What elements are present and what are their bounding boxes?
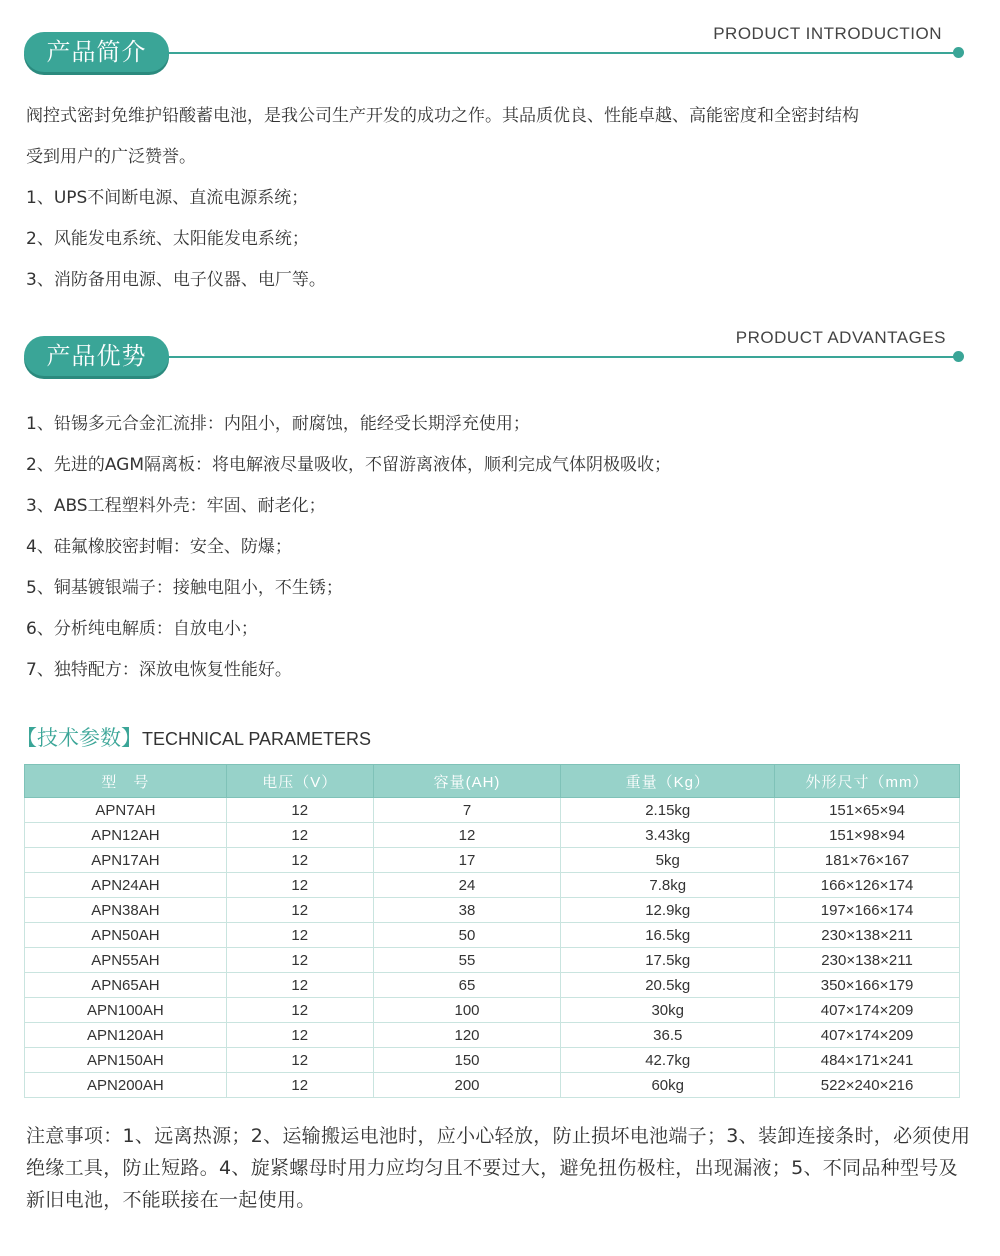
capacity-cell: 65 bbox=[373, 973, 561, 998]
advantage-item: 4、硅氟橡胶密封帽：安全、防爆； bbox=[26, 537, 292, 557]
weight-cell: 36.5 bbox=[561, 1023, 775, 1048]
table-row bbox=[25, 923, 960, 948]
advantages-title: 产品优势 bbox=[24, 336, 169, 376]
table-row bbox=[25, 973, 960, 998]
capacity-cell: 7 bbox=[373, 798, 561, 823]
weight-cell: 30kg bbox=[561, 998, 775, 1023]
dimensions-cell: 350×166×179 bbox=[775, 973, 960, 998]
model-cell: APN120AH bbox=[25, 1023, 227, 1048]
table-row bbox=[25, 798, 960, 823]
capacity-cell: 12 bbox=[373, 823, 561, 848]
header-model: 型 号 bbox=[25, 765, 227, 798]
capacity-cell: 50 bbox=[373, 923, 561, 948]
voltage-cell: 12 bbox=[226, 973, 373, 998]
header-capacity: 容量(AH) bbox=[373, 765, 561, 798]
dimensions-cell: 151×65×94 bbox=[775, 798, 960, 823]
tech-title-en: TECHNICAL PARAMETERS bbox=[142, 729, 372, 749]
advantages-header-line bbox=[164, 356, 960, 358]
table-row bbox=[25, 848, 960, 873]
voltage-cell: 12 bbox=[226, 1048, 373, 1073]
advantages-text bbox=[26, 404, 971, 691]
model-cell: APN100AH bbox=[25, 998, 227, 1023]
model-cell: APN65AH bbox=[25, 973, 227, 998]
table-row bbox=[25, 823, 960, 848]
voltage-cell: 12 bbox=[226, 923, 373, 948]
voltage-cell: 12 bbox=[226, 1023, 373, 1048]
dimensions-cell: 407×174×209 bbox=[775, 998, 960, 1023]
tech-title bbox=[16, 722, 371, 752]
table-row bbox=[25, 898, 960, 923]
dimensions-cell: 230×138×211 bbox=[775, 923, 960, 948]
table-row bbox=[25, 1023, 960, 1048]
advantage-item: 2、先进的AGM隔离板：将电解液尽量吸收，不留游离液体，顺利完成气体阴极吸收； bbox=[26, 455, 671, 475]
advantages-header bbox=[24, 328, 964, 380]
capacity-cell: 17 bbox=[373, 848, 561, 873]
voltage-cell: 12 bbox=[226, 823, 373, 848]
advantage-item: 5、铜基镀银端子：接触电阻小，不生锈； bbox=[26, 578, 343, 598]
voltage-cell: 12 bbox=[226, 1073, 373, 1098]
voltage-cell: 12 bbox=[226, 873, 373, 898]
header-voltage: 电压（V） bbox=[226, 765, 373, 798]
table-row bbox=[25, 1048, 960, 1073]
intro-line: 3、消防备用电源、电子仪器、电厂等。 bbox=[26, 270, 326, 290]
model-cell: APN7AH bbox=[25, 798, 227, 823]
weight-cell: 42.7kg bbox=[561, 1048, 775, 1073]
voltage-cell: 12 bbox=[226, 898, 373, 923]
weight-cell: 3.43kg bbox=[561, 823, 775, 848]
model-cell: APN38AH bbox=[25, 898, 227, 923]
voltage-cell: 12 bbox=[226, 798, 373, 823]
dimensions-cell: 166×126×174 bbox=[775, 873, 960, 898]
model-cell: APN150AH bbox=[25, 1048, 227, 1073]
weight-cell: 12.9kg bbox=[561, 898, 775, 923]
weight-cell: 5kg bbox=[561, 848, 775, 873]
intro-en-title: PRODUCT INTRODUCTION bbox=[713, 24, 942, 43]
weight-cell: 20.5kg bbox=[561, 973, 775, 998]
voltage-cell: 12 bbox=[226, 848, 373, 873]
dimensions-cell: 407×174×209 bbox=[775, 1023, 960, 1048]
header-dimensions: 外形尺寸（mm） bbox=[775, 765, 960, 798]
dimensions-cell: 151×98×94 bbox=[775, 823, 960, 848]
advantages-header-dot bbox=[953, 351, 964, 362]
table-row bbox=[25, 998, 960, 1023]
weight-cell: 17.5kg bbox=[561, 948, 775, 973]
weight-cell: 2.15kg bbox=[561, 798, 775, 823]
weight-cell: 60kg bbox=[561, 1073, 775, 1098]
capacity-cell: 24 bbox=[373, 873, 561, 898]
usage-notice: 注意事项：1、远离热源；2、运输搬运电池时，应小心轻放，防止损坏电池端子；3、装卸连接条时，必须使用绝缘工具，防止短路。4、旋紧螺母时用力应均匀且不要过大，避免扭伤极柱，出现漏液；5、不同品种型号及新旧电池，不能联接在一起使用。 bbox=[26, 1125, 971, 1211]
dimensions-cell: 522×240×216 bbox=[775, 1073, 960, 1098]
weight-cell: 7.8kg bbox=[561, 873, 775, 898]
advantage-item: 3、ABS工程塑料外壳：牢固、耐老化； bbox=[26, 496, 326, 516]
intro-text bbox=[26, 96, 971, 301]
intro-header-line bbox=[164, 52, 960, 54]
model-cell: APN24AH bbox=[25, 873, 227, 898]
model-cell: APN50AH bbox=[25, 923, 227, 948]
advantages-en-title: PRODUCT ADVANTAGES bbox=[735, 328, 946, 347]
intro-line: 阀控式密封免维护铅酸蓄电池，是我公司生产开发的成功之作。其品质优良、性能卓越、高能密度和全密封结构 bbox=[26, 106, 859, 126]
dimensions-cell: 181×76×167 bbox=[775, 848, 960, 873]
capacity-cell: 100 bbox=[373, 998, 561, 1023]
advantage-item: 1、铅锡多元合金汇流排：内阻小，耐腐蚀，能经受长期浮充使用； bbox=[26, 414, 530, 434]
model-cell: APN17AH bbox=[25, 848, 227, 873]
advantage-item: 6、分析纯电解质：自放电小； bbox=[26, 619, 258, 639]
table-body bbox=[25, 798, 960, 1098]
tech-title-zh: 【技术参数】 bbox=[16, 726, 142, 750]
voltage-cell: 12 bbox=[226, 948, 373, 973]
table-row bbox=[25, 1073, 960, 1098]
capacity-cell: 38 bbox=[373, 898, 561, 923]
dimensions-cell: 230×138×211 bbox=[775, 948, 960, 973]
weight-cell: 16.5kg bbox=[561, 923, 775, 948]
intro-header bbox=[24, 24, 964, 76]
table-row bbox=[25, 948, 960, 973]
model-cell: APN12AH bbox=[25, 823, 227, 848]
dimensions-cell: 197×166×174 bbox=[775, 898, 960, 923]
header-weight: 重量（Kg） bbox=[561, 765, 775, 798]
intro-line: 1、UPS不间断电源、直流电源系统； bbox=[26, 188, 309, 208]
table-row bbox=[25, 873, 960, 898]
capacity-cell: 55 bbox=[373, 948, 561, 973]
parameters-table bbox=[24, 764, 960, 1098]
intro-header-dot bbox=[953, 47, 964, 58]
capacity-cell: 120 bbox=[373, 1023, 561, 1048]
advantage-item: 7、独特配方：深放电恢复性能好。 bbox=[26, 660, 292, 680]
model-cell: APN200AH bbox=[25, 1073, 227, 1098]
intro-title: 产品简介 bbox=[24, 32, 169, 72]
intro-line: 受到用户的广泛赞誉。 bbox=[26, 147, 196, 167]
intro-line: 2、风能发电系统、太阳能发电系统； bbox=[26, 229, 309, 249]
dimensions-cell: 484×171×241 bbox=[775, 1048, 960, 1073]
model-cell: APN55AH bbox=[25, 948, 227, 973]
capacity-cell: 200 bbox=[373, 1073, 561, 1098]
capacity-cell: 150 bbox=[373, 1048, 561, 1073]
voltage-cell: 12 bbox=[226, 998, 373, 1023]
table-header-row bbox=[25, 765, 960, 798]
